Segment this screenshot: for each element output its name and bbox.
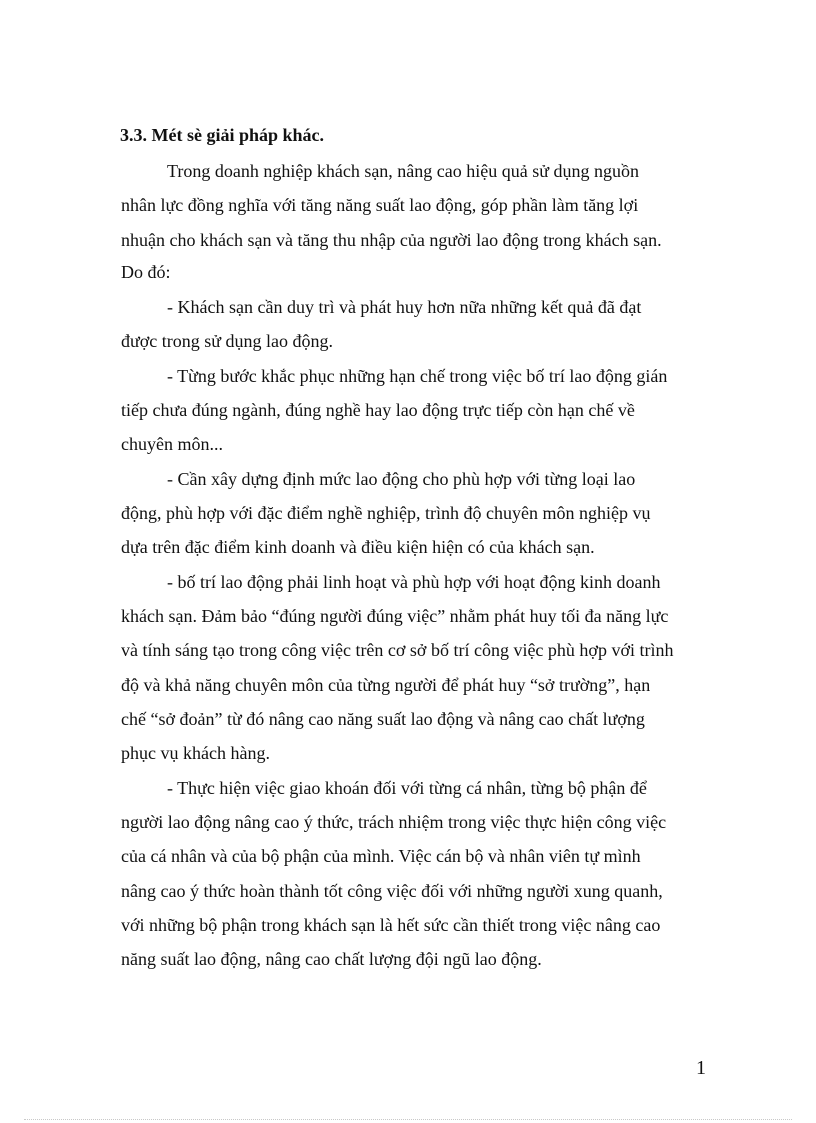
paragraph-line: - bố trí lao động phải linh hoạt và phù hợp với hoạt động kinh doanh — [167, 572, 661, 592]
paragraph-line: - Khách sạn cần duy trì và phát huy hơn nữa những kết quả đã đạt — [167, 297, 642, 317]
paragraph-line: chuyên môn... — [121, 434, 223, 454]
paragraph-line: động, phù hợp với đặc điểm nghề nghiệp, trình độ chuyên môn nghiệp vụ — [121, 503, 651, 523]
footer-divider — [24, 1119, 792, 1120]
paragraph-line: nhuận cho khách sạn và tăng thu nhập của người lao động trong khách sạn. — [121, 230, 662, 250]
paragraph-line: - Cần xây dựng định mức lao động cho phù hợp với từng loại lao — [167, 469, 636, 489]
paragraph-line: được trong sử dụng lao động. — [121, 331, 334, 351]
paragraph-line: người lao động nâng cao ý thức, trách nhiệm trong việc thực hiện công việc — [121, 812, 667, 832]
section-heading: 3.3. Mét sè giải pháp khác. — [120, 125, 325, 145]
paragraph-line: Trong doanh nghiệp khách sạn, nâng cao hiệu quả sử dụng nguồn — [167, 161, 640, 181]
paragraph-line: năng suất lao động, nâng cao chất lượng đội ngũ lao động. — [121, 949, 542, 969]
paragraph-line: - Thực hiện việc giao khoán đối với từng cá nhân, từng bộ phận để — [167, 778, 647, 798]
paragraph-line: nâng cao ý thức hoàn thành tốt công việc đối với những người xung quanh, — [121, 881, 663, 901]
paragraph-line: và tính sáng tạo trong công việc trên cơ sở bố trí công việc phù hợp với trình — [121, 640, 674, 660]
paragraph-line: dựa trên đặc điểm kinh doanh và điều kiện hiện có của khách sạn. — [121, 537, 595, 557]
paragraph-line: phục vụ khách hàng. — [121, 743, 270, 763]
paragraph-line: nhân lực đồng nghĩa với tăng năng suất lao động, góp phần làm tăng lợi — [121, 195, 639, 215]
paragraph-line: Do đó: — [121, 262, 171, 282]
paragraph-line: tiếp chưa đúng ngành, đúng nghề hay lao động trực tiếp còn hạn chế về — [121, 400, 635, 420]
paragraph-line: - Từng bước khắc phục những hạn chế trong việc bố trí lao động gián — [167, 366, 668, 386]
paragraph-line: chế “sở đoản” từ đó nâng cao năng suất lao động và nâng cao chất lượng — [121, 709, 645, 729]
paragraph-line: với những bộ phận trong khách sạn là hết sức cần thiết trong việc nâng cao — [121, 915, 661, 935]
paragraph-line: độ và khả năng chuyên môn của từng người để phát huy “sở trường”, hạn — [121, 675, 651, 695]
page-number: 1 — [696, 1057, 706, 1079]
paragraph-line: của cá nhân và của bộ phận của mình. Việc cán bộ và nhân viên tự mình — [121, 846, 641, 866]
paragraph-line: khách sạn. Đảm bảo “đúng người đúng việc” nhằm phát huy tối đa năng lực — [121, 606, 669, 626]
